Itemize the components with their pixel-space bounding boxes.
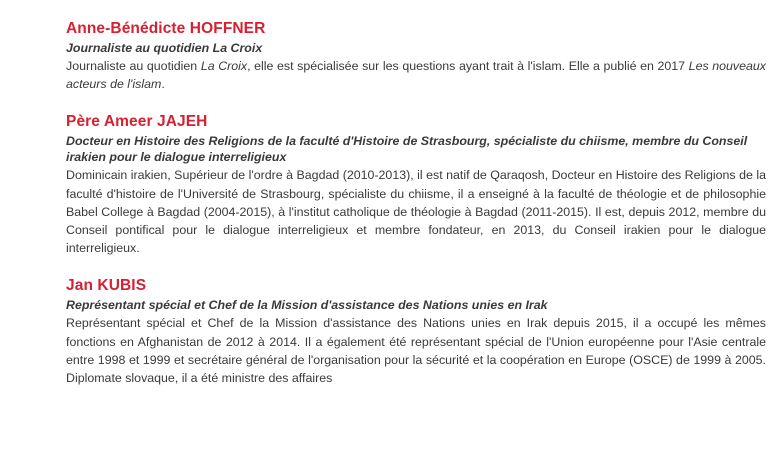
bio-italic-text: Les nouveaux acteurs de l'islam <box>66 59 766 92</box>
bio-text: . <box>161 77 165 92</box>
bio-text: Journaliste au quotidien <box>66 59 201 73</box>
speaker-name: Anne-Bénédicte HOFFNER <box>66 20 266 37</box>
bio-italic-text: La Croix <box>200 59 248 73</box>
speaker-name: Jan KUBIS <box>66 277 147 295</box>
speaker-bio: Dominicain irakien, Supérieur de l'ordre à Bagdad (2010-2013), il est natif de Qaraqosh, Docteur en Histoire des Religions de la faculté d'histoire de l'Université de Strasbourg, spécialiste du chiisme, il a enseigné à la faculté de théologie et de philosophie Babel College à Bagdad (2004-2015), à l'institut catholique de théologie à Bagdad (2011-2015). Il est, depuis 2012, membre du Conseil pontifical pour le dialogue interreligieux et membre fondateur, en 2013, du Conseil irakien pour le dialogue interreligieux. <box>66 168 766 256</box>
speaker-role: Journaliste au quotidien La Croix <box>66 41 263 55</box>
speaker-entry <box>66 277 766 387</box>
speaker-entry <box>66 20 766 93</box>
speaker-role: Docteur en Histoire des Religions de la faculté d'Histoire de Strasbourg, spécialiste du chiisme, membre du Conseil irakien pour le dialogue interreligieux <box>66 134 748 165</box>
speaker-role: Représentant spécial et Chef de la Mission d'assistance des Nations unies en Irak <box>66 298 548 313</box>
speakers-list <box>66 20 766 407</box>
bio-text: , elle est spécialisée sur les questions ayant trait à l'islam. Elle a publié en 2017 <box>247 59 689 73</box>
speaker-bio <box>66 57 766 93</box>
speaker-name: Père Ameer JAJEH <box>66 113 208 131</box>
speaker-entry <box>66 113 766 257</box>
speaker-bio: Représentant spécial et Chef de la Mission d'assistance des Nations unies en Irak depuis 2015, il a occupé les mêmes fonctions en Afghanistan de 2012 à 2014. Il a également été représentant spécial de l'Union européenne pour l'Asie centrale entre 1998 et 1999 et secrétaire général de l'organisation pour la sécurité et la coopération en Europe (OSCE) de 1999 à 2005. Diplomate slovaque, il a été ministre des affaires <box>66 316 766 386</box>
